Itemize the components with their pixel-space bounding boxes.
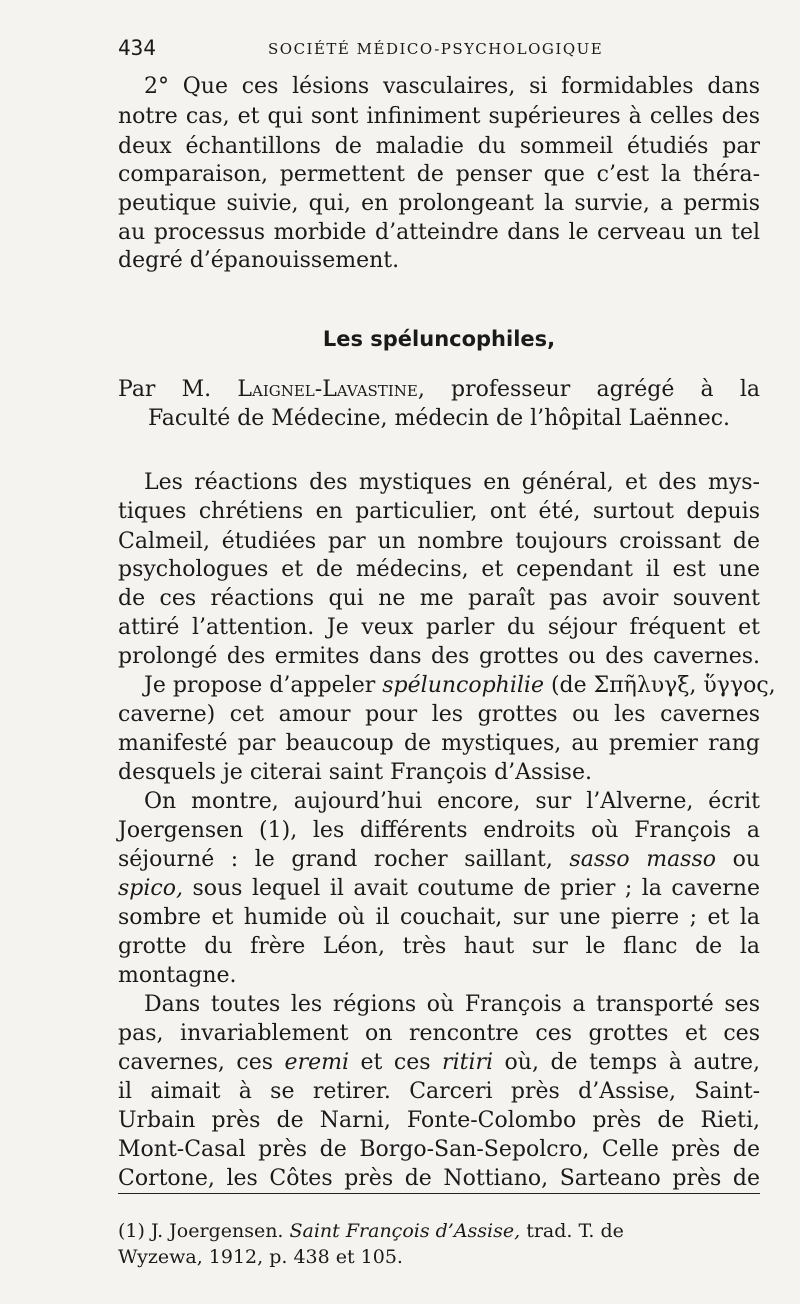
text-line: notre cas, et qui sont infiniment supérieures à celles des — [118, 104, 760, 129]
byline-prefix: Par M. — [118, 377, 238, 402]
text-line: degré d’épanouissement. — [118, 248, 400, 273]
text-line: caverne) cet amour pour les grottes ou les cavernes — [118, 702, 760, 727]
text-span: (de Σπῆλυγξ, ὕγγος, — [543, 673, 776, 698]
italic-span: spico, — [118, 876, 183, 901]
footnote-line — [118, 1218, 760, 1244]
page-header — [118, 36, 760, 66]
text-line: montagne. — [118, 963, 237, 988]
byline-line: Faculté de Médecine, médecin de l’hôpital Laënnec. — [147, 406, 731, 431]
byline-role: professeur agrégé à la — [424, 377, 761, 402]
author-name: Laignel-Lavastine, — [237, 377, 425, 402]
text-span: cavernes, ces — [118, 1050, 285, 1075]
article-title: Les spéluncophiles, — [322, 327, 556, 351]
running-head: SOCIÉTÉ MÉDICO-PSYCHOLOGIQUE — [268, 40, 604, 58]
text-line: Joergensen (1), les différents endroits où François a — [118, 818, 760, 843]
text-line: Calmeil, étudiées par un nombre toujours croissant de — [118, 529, 760, 554]
text-line: sombre et humide où il couchait, sur une pierre ; et la — [118, 905, 760, 930]
text-line: grotte du frère Léon, très haut sur le flanc de la — [118, 934, 760, 959]
italic-span: eremi — [284, 1050, 349, 1075]
byline-line — [118, 375, 760, 405]
text-span: ou — [716, 847, 760, 872]
text-span: trad. T. de — [520, 1220, 624, 1242]
text-span: sous lequel il avait coutume de prier ; la caverne — [182, 876, 760, 901]
text-span: Je propose d’appeler — [144, 673, 383, 698]
italic-span: ritiri — [442, 1050, 494, 1075]
text-line: manifesté par beaucoup de mystiques, au premier rang — [118, 731, 760, 756]
text-line: attiré l’attention. Je veux parler du séjour fréquent et — [118, 615, 760, 640]
text-line: Cortone, les Côtes près de Nottiano, Sarteano près de — [118, 1166, 760, 1191]
text-line: Mont-Casal près de Borgo-San-Sepolcro, Celle près de — [118, 1137, 760, 1162]
text-line: de ces réactions qui ne me paraît pas avoir souvent — [118, 586, 760, 611]
text-span: où, de temps à autre, — [493, 1050, 760, 1075]
footnote-line: Wyzewa, 1912, p. 438 et 105. — [118, 1246, 403, 1268]
text-line: au processus morbide d’atteindre dans le cerveau un tel — [118, 220, 760, 245]
text-line: Urbain près de Narni, Fonte-Colombo près de Rieti, — [118, 1108, 760, 1133]
text-line: On montre, aujourd’hui encore, sur l’Alverne, écrit — [144, 789, 760, 814]
italic-span: sasso masso — [569, 847, 717, 872]
text-line: il aimait à se retirer. Carceri près d’Assise, Saint- — [118, 1079, 760, 1104]
text-line: prolongé des ermites dans des grottes ou des cavernes. — [118, 644, 760, 669]
text-line: pas, invariablement on rencontre ces grottes et ces — [118, 1021, 760, 1046]
text-line: Les réactions des mystiques en général, et des mys- — [144, 470, 760, 495]
text-line — [118, 845, 760, 875]
text-line — [118, 1048, 760, 1078]
text-line: comparaison, permettent de penser que c’est la théra- — [118, 162, 760, 187]
text-line: tiques chrétiens en particulier, ont été, surtout depuis — [118, 499, 760, 524]
text-line: Dans toutes les régions où François a transporté ses — [144, 992, 760, 1017]
term-italic: spéluncophilie — [382, 673, 544, 698]
footnote-divider — [118, 1193, 760, 1194]
text-span: et ces — [349, 1050, 443, 1075]
page-number: 434 — [118, 36, 156, 60]
text-line: desquels je citerai saint François d’Assise. — [118, 760, 592, 785]
text-line: peutique suivie, qui, en prolongeant la survie, a permis — [118, 191, 760, 216]
text-line: deux échantillons de maladie du sommeil étudiés par — [118, 134, 760, 159]
text-span: séjourné : le grand rocher saillant, — [118, 847, 570, 872]
text-line: psychologues et de médecins, et cependant il est une — [118, 557, 760, 582]
text-line — [118, 874, 760, 904]
text-span: (1) J. Joergensen. — [118, 1220, 290, 1242]
text-line: 2° Que ces lésions vasculaires, si formidables dans — [144, 74, 760, 99]
text-line — [118, 671, 776, 701]
italic-span: Saint François d’Assise, — [289, 1220, 521, 1242]
